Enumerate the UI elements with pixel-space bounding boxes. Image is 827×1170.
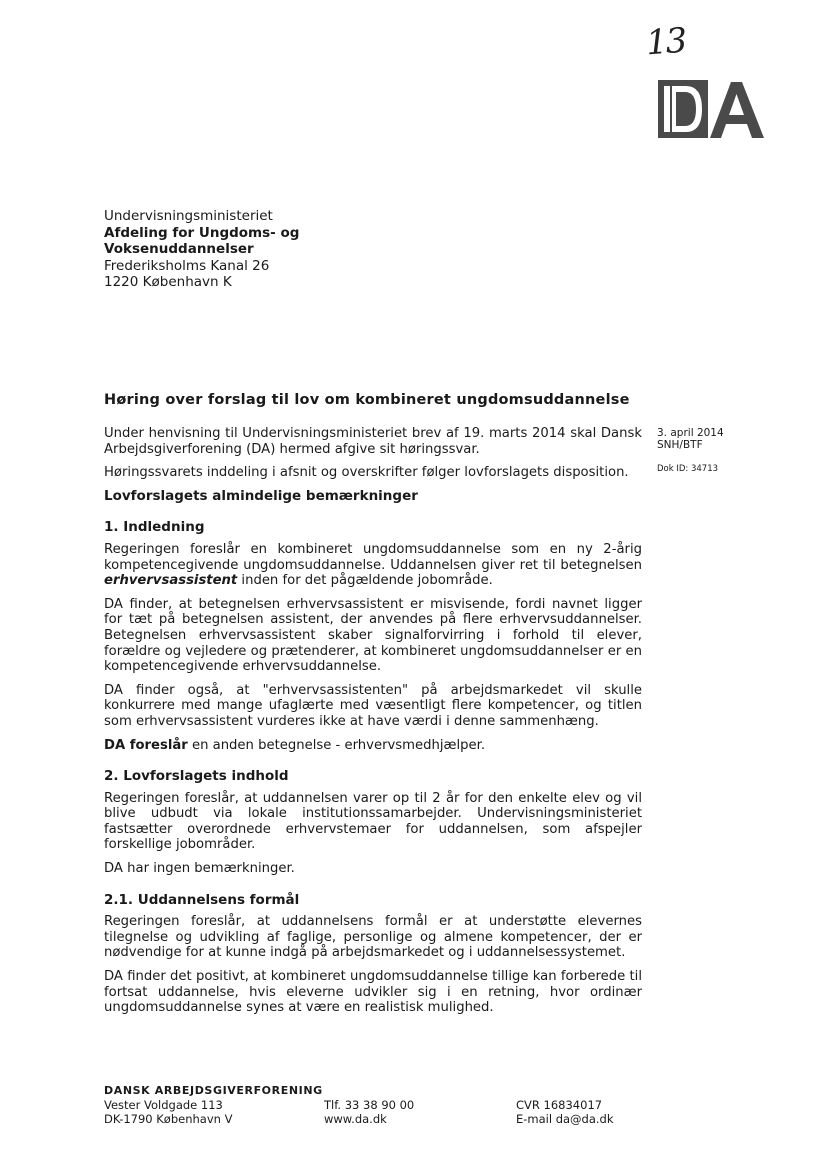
footer-organization: DANSK ARBEJDSGIVERFORENING	[104, 1084, 323, 1097]
letter-meta	[657, 427, 767, 475]
footer-website-link[interactable]: www.da.dk	[324, 1112, 387, 1126]
footer-cvr: CVR 16834017	[516, 1098, 603, 1112]
paragraph-suggestion: DA foreslår en anden betegnelse - erhvervsmedhjælper.	[104, 737, 486, 753]
section-heading-introduction: 1. Indledning	[104, 519, 205, 536]
recipient-address	[104, 208, 404, 291]
disposition-paragraph: Høringssvarets inddeling i afsnit og overskrifter følger lovforslagets disposition.	[104, 465, 629, 481]
section-heading-purpose: 2.1. Uddannelsens formål	[104, 891, 300, 908]
recipient-department: Afdeling for Ungdoms- og	[104, 224, 300, 241]
da-logo-icon	[656, 78, 768, 140]
letter-title: Høring over forslag til lov om kombineret ungdomsuddannelse	[104, 392, 630, 408]
footer-address: Vester Voldgade 113 DK-1790 København V	[104, 1098, 233, 1126]
letter-body	[104, 426, 642, 1024]
footer-email-link[interactable]: E-mail da@da.dk	[516, 1112, 614, 1126]
recipient-city: 1220 København K	[104, 274, 232, 290]
footer-registration	[516, 1098, 614, 1126]
paragraph-duration: Regeringen foreslår, at uddannelsen varer op til 2 år for den enkelte elev og vil blive udbudt via lokale institutionssamarbejder. Undervisningsministeriet fastsætter overordnede erhvervstemaer for uddannelsen, som afspejler forskellige jobområder.	[104, 790, 642, 853]
paragraph-misleading: DA finder, at betegnelsen erhvervsassistent er misvisende, fordi navnet ligger for tæt på betegnelsen assistent, der anvendes på flere erhvervsuddannelser. Betegnelsen erhvervsassistent skaber signalforvirring i forhold til elever, forældre og vejledere og prætenderer, at kombineret ungdomsuddannelser er en kompetencegivende erhvervsuddannelse.	[104, 596, 642, 675]
paragraph-proposal: Regeringen foreslår en kombineret ungdomsuddannelse som en ny 2-årig kompetencegivende ungdomsuddannelse. Uddannelsen giver ret til betegnelsen erhvervsassistent inden for det pågældende jobområde.	[104, 541, 642, 589]
term-highlight: erhvervsassistent	[104, 573, 238, 589]
paragraph-purpose: Regeringen foreslår, at uddannelsens formål er at understøtte elevernes tilegnelse og udvikling af faglige, personlige og almene kompetencer, der er nødvendige for at kunne indgå på arbejdsmarkedet og i uddannelsessystemet.	[104, 914, 642, 961]
letter-footer	[104, 1084, 664, 1126]
intro-paragraph: Under henvisning til Undervisningsministeriet brev af 19. marts 2014 skal Dansk Arbejdsgiverforening (DA) hermed afgive sit høringssvar.	[104, 426, 642, 457]
paragraph-competition: DA finder også, at "erhvervsassistenten" på arbejdsmarkedet vil skulle konkurrere med mange ufaglærte med væsentligt flere kompetencer, og titlen som erhvervsassistent vurderes ikke at have værdi i denne sammenhæng.	[104, 682, 642, 729]
letter-reference: SNH/BTF	[657, 439, 703, 451]
footer-contact	[324, 1098, 414, 1126]
letter-date: 3. april 2014	[657, 427, 724, 439]
footer-phone: Tlf. 33 38 90 00	[324, 1098, 415, 1112]
document-id: Dok ID: 34713	[657, 464, 719, 474]
handwritten-page-number: 13	[644, 20, 687, 64]
recipient-street: Frederiksholms Kanal 26	[104, 257, 270, 274]
section-heading-general: Lovforslagets almindelige bemærkninger	[104, 487, 418, 504]
paragraph-positive: DA finder det positivt, at kombineret ungdomsuddannelse tillige kan forberede til fortsat uddannelse, hvis eleverne udvikler sig i en retning, hvor ordinær ungdomsuddannelse synes at være en realistisk mulighed.	[104, 969, 642, 1016]
recipient-department-cont: Voksenuddannelser	[104, 241, 254, 257]
section-heading-content: 2. Lovforslagets indhold	[104, 768, 289, 785]
recipient-ministry: Undervisningsministeriet	[104, 208, 273, 224]
paragraph-no-remarks: DA har ingen bemærkninger.	[104, 861, 295, 877]
